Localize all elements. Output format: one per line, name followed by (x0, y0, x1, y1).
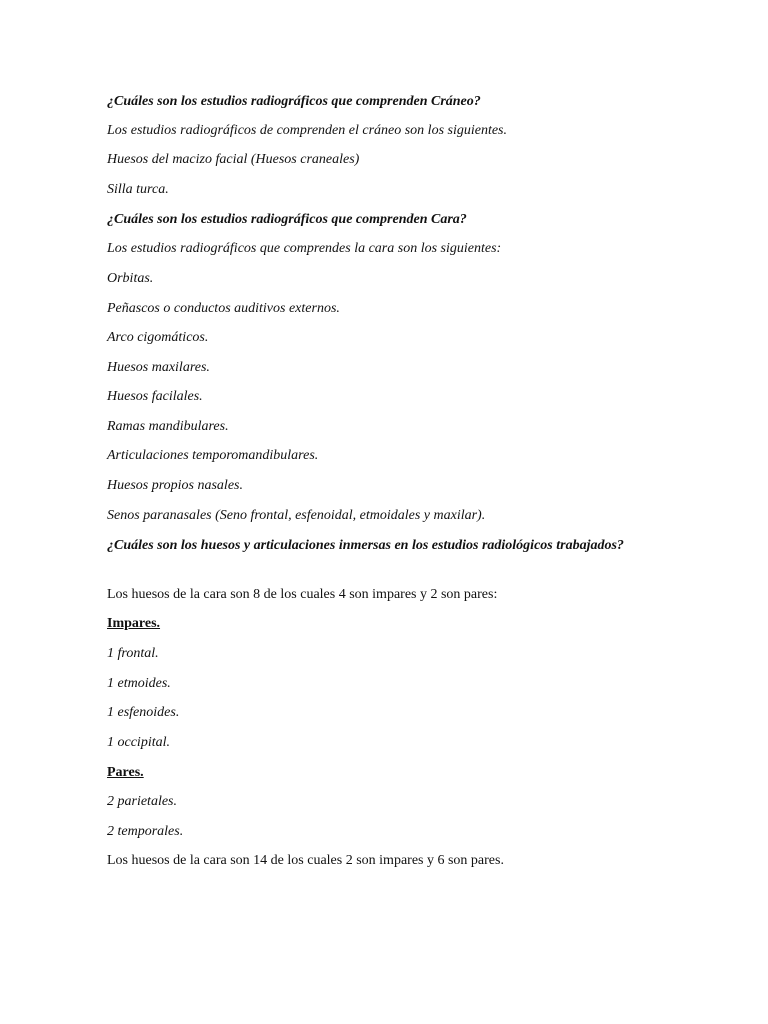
list-item: Peñascos o conductos auditivos externos. (107, 301, 340, 316)
list-item: 1 esfenoides. (107, 705, 180, 720)
list-item: 2 temporales. (107, 824, 184, 839)
list-item: Huesos maxilares. (107, 360, 210, 375)
list-item: Arco cigomáticos. (107, 330, 209, 345)
answer-craneo-intro: Los estudios radiográficos de comprenden el cráneo son los siguientes. (107, 123, 508, 138)
list-item: Huesos facilales. (107, 389, 203, 404)
list-item: 1 etmoides. (107, 676, 171, 691)
question-huesos-articulaciones: ¿Cuáles son los huesos y articulaciones inmersas en los estudios radiológicos trabajados? (107, 538, 624, 553)
list-item: Silla turca. (107, 182, 169, 197)
list-item: Articulaciones temporomandibulares. (107, 448, 319, 463)
heading-pares: Pares. (107, 765, 144, 780)
list-item: 1 frontal. (107, 646, 159, 661)
answer-cara-intro: Los estudios radiográficos que comprendes la cara son los siguientes: (107, 241, 502, 256)
list-item: Huesos del macizo facial (Huesos craneales) (107, 152, 360, 167)
list-item: Senos paranasales (Seno frontal, esfenoidal, etmoidales y maxilar). (107, 508, 486, 523)
list-item: Huesos propios nasales. (107, 478, 243, 493)
question-craneo: ¿Cuáles son los estudios radiográficos que comprenden Cráneo? (107, 94, 481, 109)
closing-paragraph: Los huesos de la cara son 14 de los cuales 2 son impares y 6 son pares. (107, 853, 504, 868)
heading-impares: Impares. (107, 616, 161, 631)
list-item: 2 parietales. (107, 794, 177, 809)
list-item: Orbitas. (107, 271, 154, 286)
list-item: 1 occipital. (107, 735, 170, 750)
question-cara: ¿Cuáles son los estudios radiográficos que comprenden Cara? (107, 212, 467, 227)
answer-huesos-intro: Los huesos de la cara son 8 de los cuales 4 son impares y 2 son pares: (107, 587, 498, 602)
list-item: Ramas mandibulares. (107, 419, 229, 434)
